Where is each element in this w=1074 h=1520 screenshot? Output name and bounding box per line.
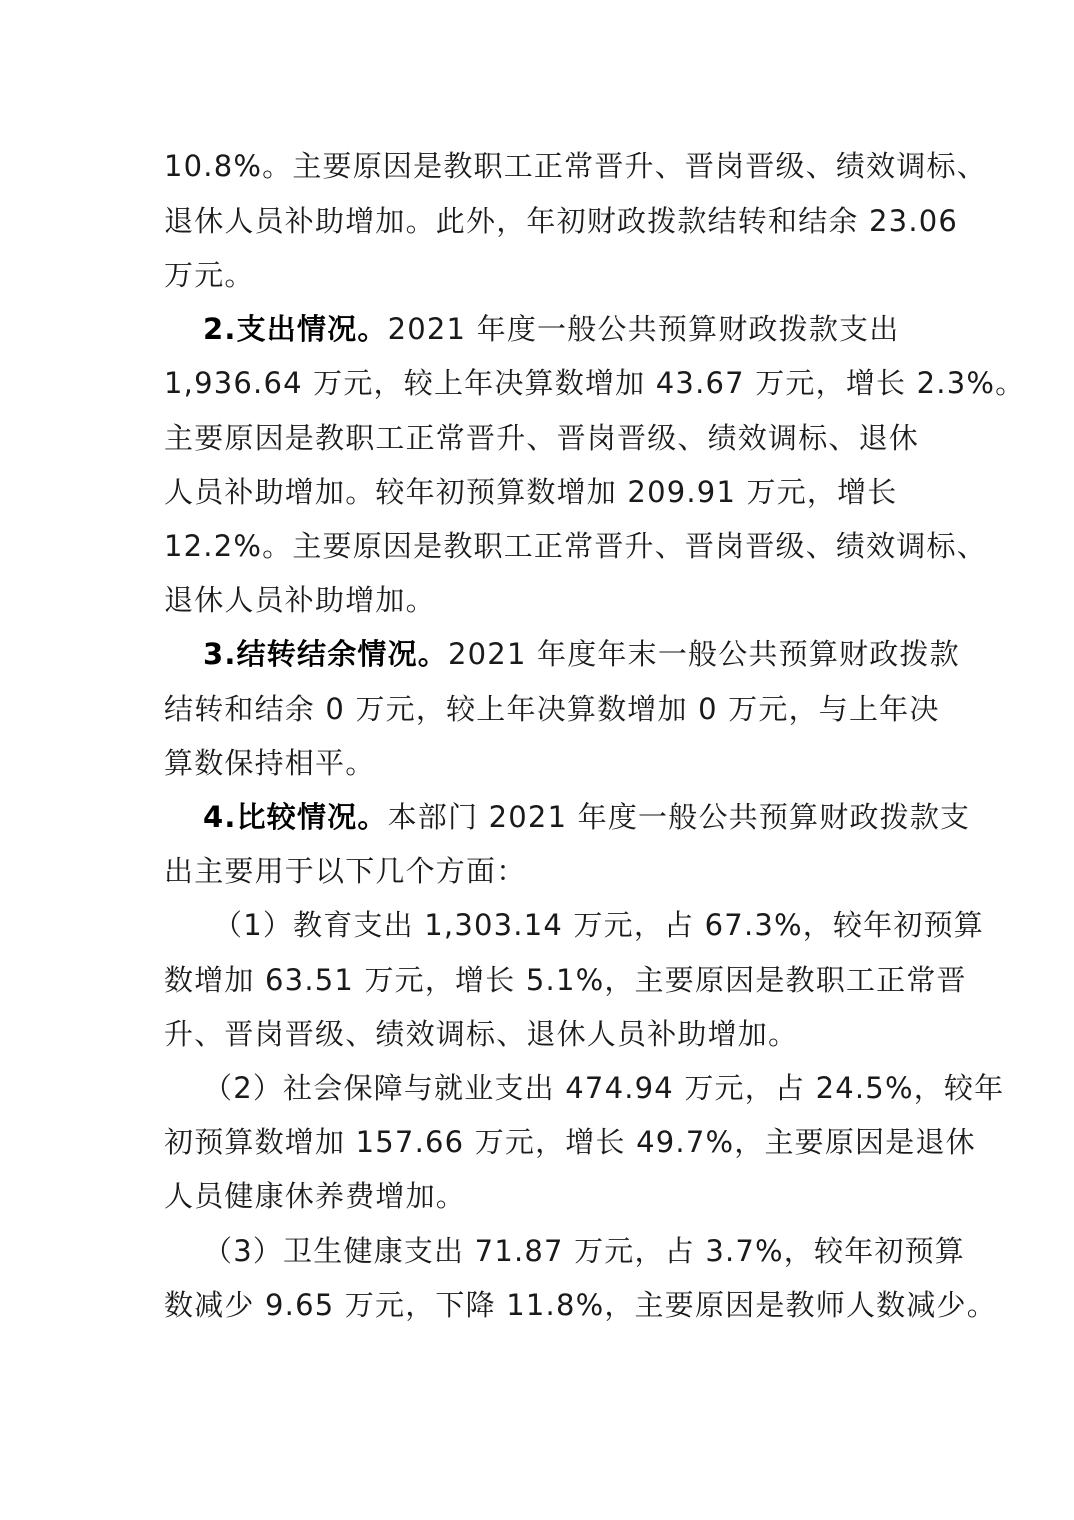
- section-heading: 2.支出情况。: [203, 312, 388, 346]
- line-text: 2021 年度一般公共预算财政拨款支出: [387, 312, 900, 346]
- text-line: [164, 580, 436, 620]
- section-heading-line: [203, 634, 960, 674]
- line-text: 升、晋岗晋级、绩效调标、退休人员补助增加。: [164, 1017, 799, 1051]
- text-line: [164, 201, 958, 241]
- line-text: 本部门 2021 年度一般公共预算财政拨款支: [387, 800, 971, 834]
- line-text: （3）卫生健康支出 71.87 万元，占 3.7%，较年初预算: [203, 1234, 966, 1268]
- line-text: 出主要用于以下几个方面：: [164, 854, 527, 888]
- text-line: [164, 146, 987, 186]
- line-text: 初预算数增加 157.66 万元，增长 49.7%，主要原因是退休: [164, 1125, 976, 1159]
- line-text: 12.2%。主要原因是教职工正常晋升、晋岗晋级、绩效调标、: [164, 529, 987, 563]
- line-text: （2）社会保障与就业支出 474.94 万元，占 24.5%，较年: [203, 1071, 1005, 1105]
- line-text: 数减少 9.65 万元，下降 11.8%，主要原因是教师人数减少。: [164, 1288, 997, 1322]
- text-line: [164, 743, 375, 783]
- section-heading: 4.比较情况。: [203, 800, 388, 834]
- line-text: 1,936.64 万元，较上年决算数增加 43.67 万元，增长 2.3%。: [164, 366, 1026, 400]
- list-item-line: [213, 905, 984, 945]
- list-item-line: [203, 1068, 1004, 1108]
- line-text: 退休人员补助增加。: [164, 583, 436, 617]
- line-text: 10.8%。主要原因是教职工正常晋升、晋岗晋级、绩效调标、: [164, 149, 987, 183]
- text-line: [164, 526, 987, 566]
- text-line: [164, 960, 967, 1000]
- text-line: [164, 418, 919, 458]
- section-heading-line: [203, 797, 970, 837]
- line-text: 主要原因是教职工正常晋升、晋岗晋级、绩效调标、退休: [164, 421, 920, 455]
- line-text: 人员补助增加。较年初预算数增加 209.91 万元，增长: [164, 475, 898, 509]
- line-text: 数增加 63.51 万元，增长 5.1%，主要原因是教职工正常晋: [164, 963, 967, 997]
- text-line: [164, 1014, 798, 1054]
- line-text: 算数保持相平。: [164, 746, 376, 780]
- text-line: [164, 689, 940, 729]
- text-line: [164, 1285, 997, 1325]
- line-text: 2021 年度年末一般公共预算财政拨款: [448, 637, 960, 671]
- line-text: 结转和结余 0 万元，较上年决算数增加 0 万元，与上年决: [164, 692, 940, 726]
- text-line: [164, 363, 1025, 403]
- text-line: [164, 1176, 466, 1216]
- list-item-line: [203, 1231, 965, 1271]
- text-line: [164, 255, 255, 295]
- line-text: 人员健康休养费增加。: [164, 1179, 467, 1213]
- text-line: [164, 472, 898, 512]
- section-heading: 3.结转结余情况。: [203, 637, 448, 671]
- line-text: （1）教育支出 1,303.14 万元，占 67.3%，较年初预算: [213, 908, 984, 942]
- section-heading-line: [203, 309, 899, 349]
- line-text: 万元。: [164, 258, 255, 292]
- line-text: 退休人员补助增加。此外，年初财政拨款结转和结余 23.06: [164, 204, 959, 238]
- text-line: [164, 851, 526, 891]
- text-line: [164, 1122, 976, 1162]
